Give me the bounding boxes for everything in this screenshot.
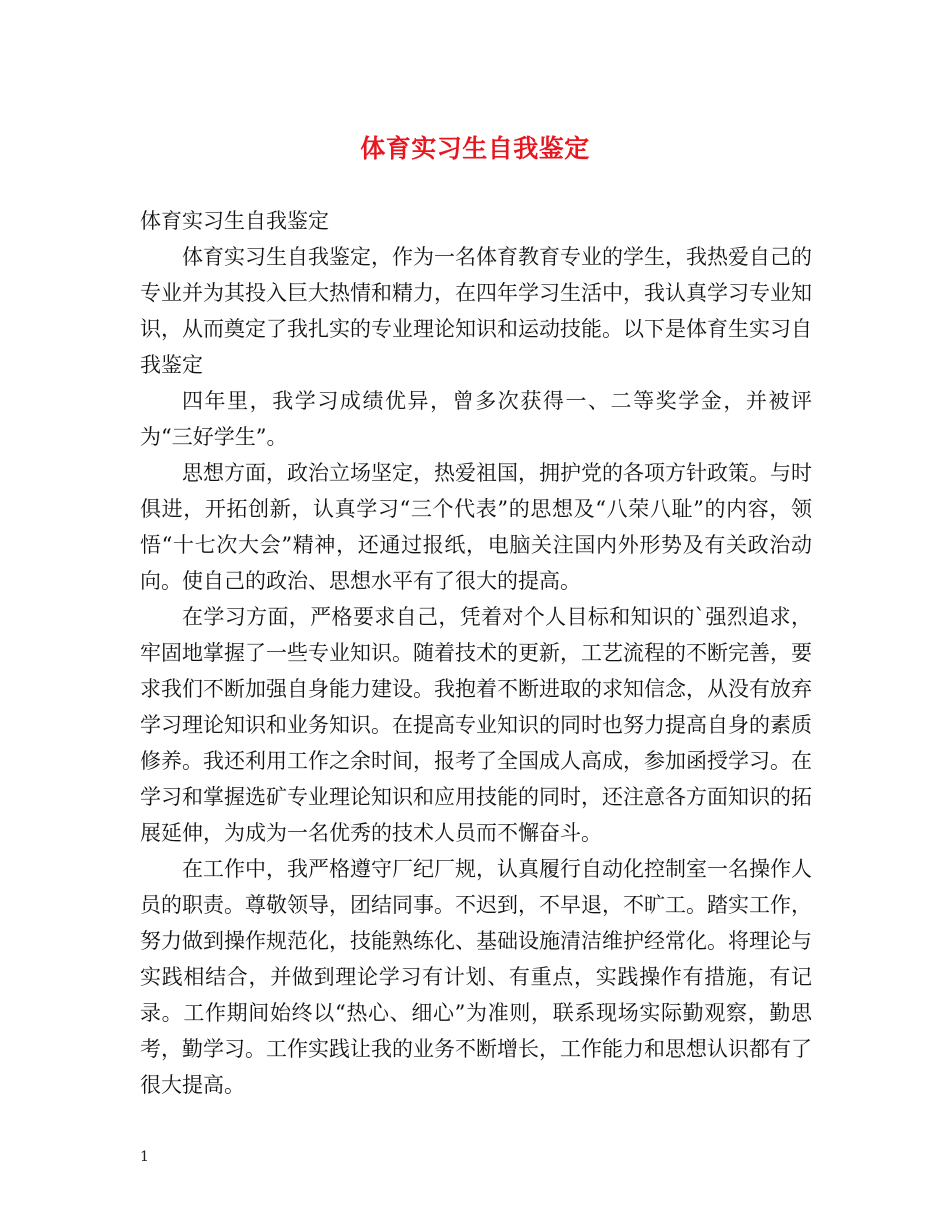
study-paragraph: 在学习方面，严格要求自己，凭着对个人目标和知识的`强烈追求，牢固地掌握了一些专业知识。随着技术的更新，工艺流程的不断完善，要求我们不断加强自身能力建设。我抱着不断进取的求知信念，从没有放弃学习理论知识和业务知识。在提高专业知识的同时也努力提高自身的素质修养。我还利用工作之余时间，报考了全国成人高成，参加函授学习。在学习和掌握选矿专业理论知识和应用技能的同时，还注意各方面知识的拓展延伸，为成为一名优秀的技术人员而不懈奋斗。 bbox=[140, 605, 812, 845]
page-number: 1 bbox=[140, 1149, 149, 1165]
ideology-paragraph: 思想方面，政治立场坚定，热爱祖国，拥护党的各项方针政策。与时俱进，开拓创新，认真学习“三个代表”的思想及“八荣八耻”的内容，领悟“十七次大会”精神，还通过报纸，电脑关注国内外形势及有关政治动向。使自己的政治、思想水平有了很大的提高。 bbox=[140, 461, 812, 593]
document-title: 体育实习生自我鉴定 bbox=[360, 134, 590, 163]
document-body bbox=[140, 203, 812, 1103]
subtitle-paragraph: 体育实习生自我鉴定 bbox=[140, 209, 329, 233]
intro-paragraph: 体育实习生自我鉴定，作为一名体育教育专业的学生，我热爱自己的专业并为其投入巨大热情和精力，在四年学习生活中，我认真学习专业知识，从而奠定了我扎实的专业理论知识和运动技能。以下是体育生实习自我鉴定 bbox=[140, 245, 812, 377]
work-paragraph: 在工作中，我严格遵守厂纪厂规，认真履行自动化控制室一名操作人员的职责。尊敬领导，团结同事。不迟到，不早退，不旷工。踏实工作，努力做到操作规范化，技能熟练化、基础设施清洁维护经常化。将理论与实践相结合，并做到理论学习有计划、有重点，实践操作有措施，有记录。工作期间始终以“热心、细心”为准则，联系现场实际勤观察，勤思考，勤学习。工作实践让我的业务不断增长，工作能力和思想认识都有了很大提高。 bbox=[140, 857, 812, 1097]
achievement-paragraph: 四年里，我学习成绩优异，曾多次获得一、二等奖学金，并被评为“三好学生”。 bbox=[140, 389, 812, 449]
